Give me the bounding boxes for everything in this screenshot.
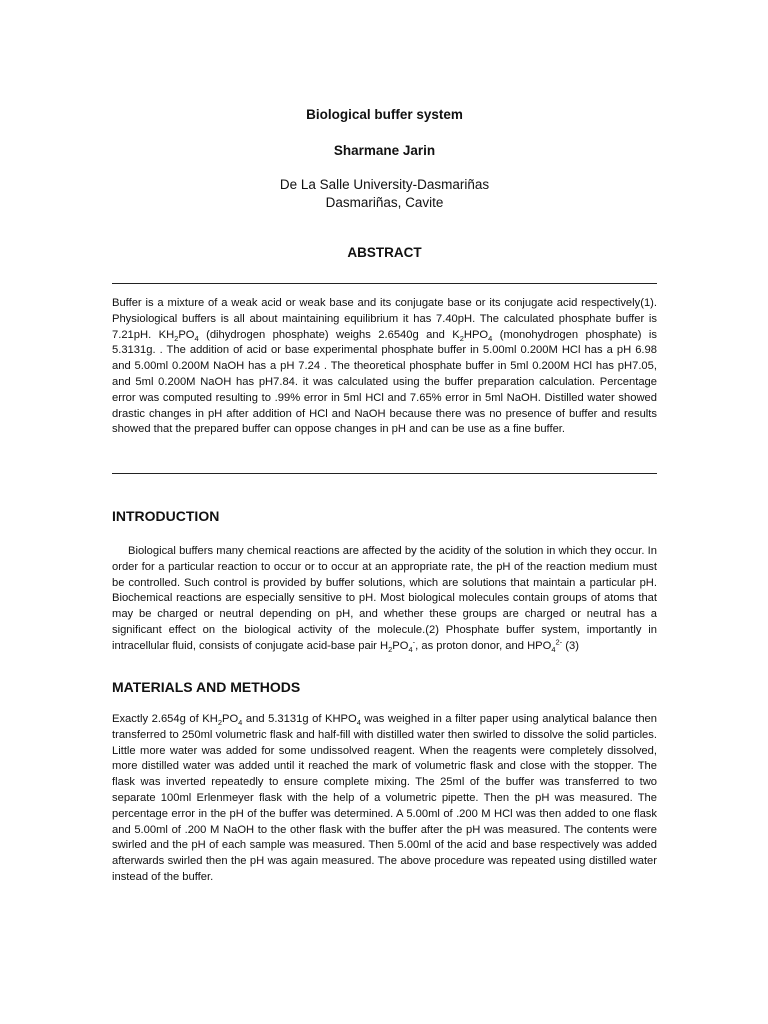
affiliation [112, 176, 657, 212]
affiliation-line-1: De La Salle University-Dasmariñas [279, 177, 490, 192]
introduction-text: Biological buffers many chemical reactions are affected by the acidity of the solution in which they occur. In order for a particular reaction to occur or to occur at an appropriate rate, the pH of the reaction medium must be controlled. Such control is provided by buffer solutions, which are solutions that maintain a particular pH. Biochemical reactions are especially sensitive to pH. Most biological molecules contain groups of atoms that may be charged or neutral depending on pH, and whether these groups are charged or neutral has a significant effect on the biological activity of the molecule.(2) Phosphate buffer system, importantly in intracellular fluid, consists of conjugate acid-base pair $H_2PO_4^-$, as proton donor, and $HPO_4^{2-}$ (3) [112, 545, 657, 655]
materials-methods-heading: MATERIALS AND METHODS [112, 679, 301, 695]
abstract-text: Buffer is a mixture of a weak acid or weak base and its conjugate base or its conjugate acid respectively(1). Physiological buffers is all about maintaining equilibrium it has 7.40pH. The calculated phosphate buffer is 7.21pH. $KH_2PO_4$ (dihydrogen phosphate) weighs 2.6540g and $K_2HPO_4$ (monohydrogen phosphate) is 5.3131g. . The addition of acid or base experimental phosphate buffer in 5.00ml 0.200M HCl has a pH 6.98 and 5.00ml 0.200M NaOH has a pH 7.24 . The theoretical phosphate buffer in 5ml 0.200M HCl has pH7.05, and 5ml 0.200M NaOH has pH7.84. it was calculated using the buffer preparation calculation. Percentage error was computed resulting to .99% error in 5ml HCl and 7.65% error in 5ml NaOH. Distilled water showed drastic changes in pH after addition of HCl and NaOH because there was no presence of buffer and results showed that the prepared buffer can oppose changes in pH and can be use as a fine buffer. [112, 297, 658, 436]
author-name: Sharmane Jarin [333, 143, 436, 158]
abstract-heading: ABSTRACT [347, 245, 422, 260]
document-title: Biological buffer system [306, 107, 463, 122]
affiliation-line-2: Dasmariñas, Cavite [325, 195, 444, 210]
abstract-bottom-divider [112, 473, 657, 474]
abstract-top-divider [112, 283, 657, 284]
introduction-heading: INTRODUCTION [112, 508, 220, 524]
materials-methods-text: Exactly 2.654g of $KH_2PO_4$ and 5.3131g of $KHPO_4$ was weighed in a filter paper using analytical balance then transferred to 250ml volumetric flask and half-fill with distilled water then swirled to dissolve the solid particles. Little more water was added for some undissolved reagent. When the reagents were completely dissolved, more distilled water was added until it reached the mark of volumetric flask and close with the stopper. The flask was inverted repeatedly to ensure complete mixing. The 25ml of the buffer was transferred to two separate 100ml Erlenmeyer flask with the help of a volumetric pipette. Then the pH was measured. The percentage error in the pH of the buffer was determined. A 5.00ml of .200 M HCl was then added to one flask and 5.00ml of .200 M NaOH to the other flask with the buffer after the pH was measured. The contents were swirled and the pH of each sample was measured. Then 5.00ml of the acid and base respectively was added afterwards swirled then the pH was again measured. The above procedure was repeated using distilled water instead of the buffer. [112, 713, 657, 883]
